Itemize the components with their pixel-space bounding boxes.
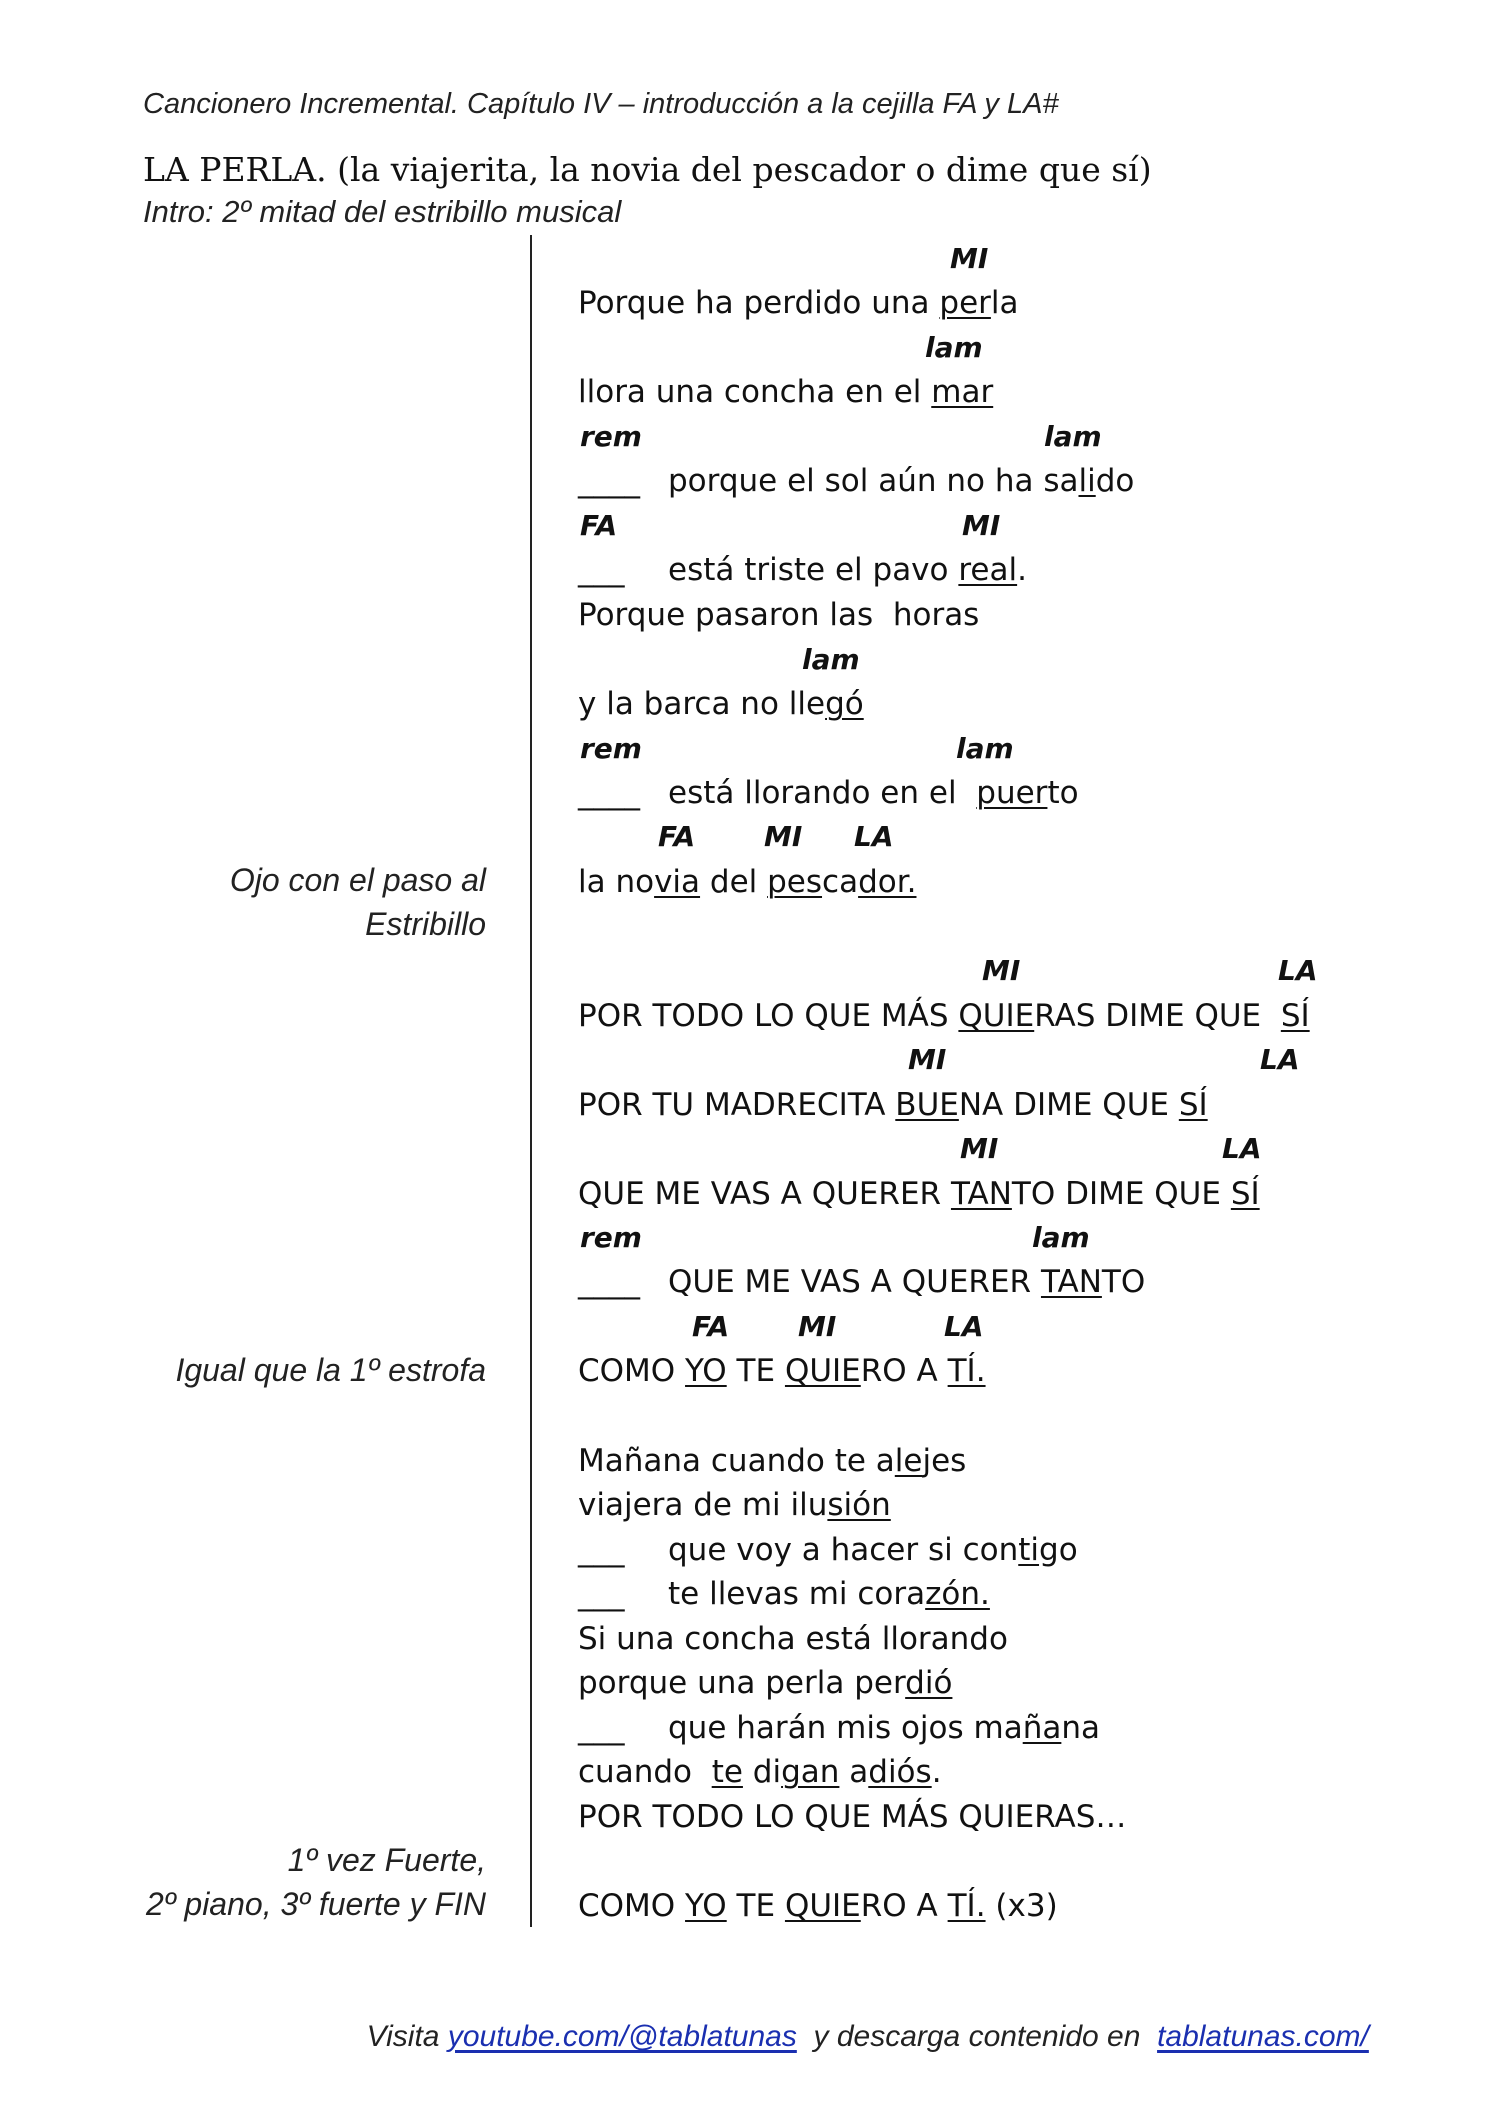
chord-label: LA	[1278, 954, 1318, 987]
lyric-text: porque una perla per	[578, 1665, 906, 1701]
footer	[350, 1986, 1369, 2054]
lyric-text: di	[742, 1754, 782, 1790]
stressed-syllable: TAN	[950, 1176, 1012, 1212]
page-header: Cancionero Incremental. Capítulo IV – introducción a la cejilla FA y LA#	[143, 88, 1059, 120]
lyric-blank: ___	[578, 1532, 625, 1568]
lyric-line	[578, 597, 979, 633]
lyric-text: go	[1039, 1532, 1078, 1568]
chord-label: lam	[956, 732, 1014, 765]
stressed-syllable: YO	[685, 1888, 727, 1924]
lyric-line	[578, 1799, 1126, 1835]
chord-label: MI	[908, 1043, 947, 1076]
lyric-line	[578, 1621, 1008, 1657]
lyric-line	[578, 1665, 952, 1701]
lyric-text: Si una concha está llorando	[578, 1621, 1008, 1657]
lyric-text: RO A	[860, 1353, 948, 1389]
lyric-text: QUE ME VAS A QUERER	[668, 1264, 1041, 1300]
lyric-text: POR TODO LO QUE MÁS QUIERAS…	[578, 1799, 1127, 1835]
lyric-line	[578, 1176, 1260, 1212]
footer-prefix: Visita	[366, 2020, 448, 2053]
lyric-text: jes	[922, 1443, 967, 1479]
stressed-syllable: dor.	[858, 864, 917, 900]
chord-label: LA	[854, 820, 894, 853]
lyric-line	[578, 998, 1310, 1034]
lyric-text: TE	[726, 1888, 785, 1924]
lyric-line	[578, 1888, 1058, 1924]
margin-note-final-2: 2º piano, 3º fuerte y FIN	[146, 1886, 486, 1922]
lyric-line	[668, 463, 1134, 499]
chord-label: rem	[580, 420, 642, 453]
stressed-syllable: gan	[781, 1754, 840, 1790]
margin-note-estrofa: Igual que la 1º estrofa	[175, 1352, 486, 1388]
stressed-syllable: zón.	[925, 1576, 990, 1612]
lyric-blank: ___	[578, 1710, 625, 1746]
stressed-syllable: QUIE	[784, 1353, 861, 1389]
lyric-line	[578, 864, 916, 900]
stressed-syllable: per	[939, 285, 991, 321]
footer-middle: y descarga contenido en	[796, 2020, 1158, 2053]
chord-label: lam	[1044, 420, 1102, 453]
stressed-syllable: BUE	[895, 1087, 959, 1123]
lyric-text: NA DIME QUE	[958, 1087, 1179, 1123]
lyric-text: Porque pasaron las horas	[578, 597, 980, 633]
stressed-syllable: le	[894, 1443, 923, 1479]
margin-note-estribillo-2: Estribillo	[365, 906, 486, 942]
lyric-text: POR TODO LO QUE MÁS	[578, 998, 959, 1034]
lyric-text: la no	[578, 864, 655, 900]
youtube-link[interactable]: youtube.com/@tablatunas	[447, 2020, 797, 2053]
intro-note: Intro: 2º mitad del estribillo musical	[143, 194, 622, 229]
chord-label: MI	[764, 820, 803, 853]
stressed-syllable: mar	[931, 374, 994, 410]
chord-label: MI	[798, 1310, 837, 1343]
lyric-text: .	[1017, 552, 1027, 588]
lyric-text: POR TU MADRECITA	[578, 1087, 896, 1123]
lyric-line	[668, 775, 1079, 811]
chord-label: MI	[962, 509, 1001, 542]
lyric-text: que voy a hacer si con	[668, 1532, 1019, 1568]
lyric-text: te llevas mi cora	[668, 1576, 926, 1612]
stressed-syllable: te	[711, 1754, 743, 1790]
stressed-syllable: sión	[827, 1487, 891, 1523]
lyric-line	[668, 552, 1027, 588]
lyric-text: COMO	[578, 1353, 686, 1389]
chord-label: lam	[925, 331, 983, 364]
stressed-syllable: YO	[685, 1353, 727, 1389]
stressed-syllable: SÍ	[1230, 1176, 1260, 1212]
lyric-line	[668, 1532, 1078, 1568]
lyric-line	[668, 1710, 1100, 1746]
lyric-text: la	[990, 285, 1019, 321]
stressed-syllable: gó	[825, 686, 864, 722]
chord-label: LA	[1260, 1043, 1300, 1076]
stressed-syllable: dió	[905, 1665, 953, 1701]
stressed-syllable: via	[654, 864, 701, 900]
chord-label: LA	[1222, 1132, 1262, 1165]
chord-label: LA	[944, 1310, 984, 1343]
lyric-line	[668, 1264, 1145, 1300]
chord-label: FA	[580, 509, 618, 542]
lyric-line	[578, 1487, 891, 1523]
chord-label: rem	[580, 1221, 642, 1254]
stressed-syllable: pes	[767, 864, 823, 900]
lyric-line	[578, 1443, 966, 1479]
stressed-syllable: TÍ.	[947, 1888, 986, 1924]
chord-label: lam	[802, 643, 860, 676]
chord-label: MI	[982, 954, 1021, 987]
lyric-text: .	[931, 1754, 942, 1790]
lyric-text: está llorando en el	[668, 775, 977, 811]
lyric-text: TE	[726, 1353, 785, 1389]
lyric-blank: ___	[578, 1576, 625, 1612]
chord-label: lam	[1032, 1221, 1090, 1254]
stressed-syllable: ti	[1018, 1532, 1040, 1568]
lyric-text: COMO	[578, 1888, 686, 1924]
lyric-blank: ___	[578, 552, 625, 588]
lyric-text: do	[1095, 463, 1135, 499]
stressed-syllable: SÍ	[1280, 998, 1310, 1034]
chord-label: FA	[692, 1310, 730, 1343]
stressed-syllable: TÍ.	[947, 1353, 986, 1389]
lyric-text: Mañana cuando te a	[578, 1443, 895, 1479]
chord-label: MI	[950, 242, 989, 275]
lyric-line	[578, 374, 993, 410]
stressed-syllable: QUIE	[784, 1888, 861, 1924]
lyric-text: TO DIME QUE	[1011, 1176, 1231, 1212]
lyric-line	[578, 686, 864, 722]
song-title: LA PERLA. (la viajerita, la novia del pescador o dime que sí)	[143, 150, 1152, 189]
lyric-text: RAS DIME QUE	[1034, 998, 1281, 1034]
stressed-syllable: TAN	[1040, 1264, 1102, 1300]
lyric-text: na	[1061, 1710, 1101, 1746]
lyric-text: que harán mis ojos ma	[668, 1710, 1023, 1746]
lyric-text: está triste el pavo	[668, 552, 959, 588]
lyric-blank: ____	[578, 1264, 640, 1300]
lyric-text: del	[700, 864, 768, 900]
margin-note-estribillo-1: Ojo con el paso al	[229, 862, 486, 898]
lyric-text: to	[1047, 775, 1079, 811]
lyric-line	[578, 1087, 1208, 1123]
lyric-text: Porque ha perdido una	[578, 285, 940, 321]
lyric-line	[578, 1353, 986, 1389]
lyric-text: (x3)	[985, 1888, 1058, 1924]
lyric-text: TO	[1101, 1264, 1146, 1300]
lyric-line	[668, 1576, 990, 1612]
lyric-text: llora una concha en el	[578, 374, 932, 410]
stressed-syllable: puer	[976, 775, 1048, 811]
chord-label: rem	[580, 732, 642, 765]
lyric-blank: ____	[578, 463, 640, 499]
margin-note-final-1: 1º vez Fuerte,	[287, 1842, 486, 1878]
chord-label: FA	[658, 820, 696, 853]
lyric-text: ca	[822, 864, 859, 900]
stressed-syllable: SÍ	[1178, 1087, 1208, 1123]
stressed-syllable: real	[958, 552, 1018, 588]
website-link[interactable]: tablatunas.com/	[1157, 2020, 1369, 2053]
lyric-text: viajera de mi ilu	[578, 1487, 828, 1523]
column-divider	[530, 235, 532, 1927]
lyric-text: y la barca no lle	[578, 686, 826, 722]
stressed-syllable: QUIE	[958, 998, 1035, 1034]
lyric-text: RO A	[860, 1888, 948, 1924]
stressed-syllable: ña	[1022, 1710, 1062, 1746]
lyric-text: QUE ME VAS A QUERER	[578, 1176, 951, 1212]
lyric-blank: ____	[578, 775, 640, 811]
stressed-syllable: li	[1078, 463, 1096, 499]
lyric-text: porque el sol aún no ha sa	[668, 463, 1079, 499]
chord-label: MI	[960, 1132, 999, 1165]
lyric-text: a	[839, 1754, 869, 1790]
stressed-syllable: diós	[868, 1754, 932, 1790]
lyric-line	[578, 285, 1019, 321]
lyric-text: cuando	[578, 1754, 712, 1790]
lyric-line	[578, 1754, 942, 1790]
